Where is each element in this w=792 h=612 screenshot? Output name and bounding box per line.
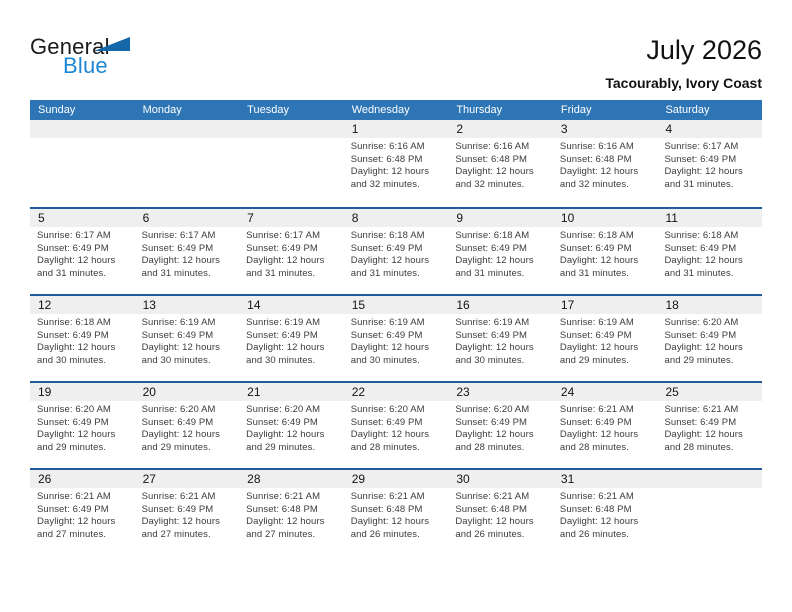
day-number: 4 xyxy=(657,120,762,138)
empty-day-cell xyxy=(657,470,762,555)
empty-day-number-band xyxy=(135,120,240,138)
day-details xyxy=(135,227,240,280)
day-daylight2-text: and 30 minutes. xyxy=(350,354,420,366)
day-daylight2-text: and 29 minutes. xyxy=(664,354,734,366)
day-sunrise-text: Sunrise: 6:19 AM xyxy=(455,317,530,328)
day-number: 27 xyxy=(135,470,240,488)
day-number: 31 xyxy=(553,470,658,488)
day-cell-14 xyxy=(239,296,344,381)
day-daylight2-text: and 29 minutes. xyxy=(246,441,316,453)
day-sunset-text: Sunset: 6:49 PM xyxy=(455,242,528,254)
day-sunrise-text: Sunrise: 6:20 AM xyxy=(455,404,530,415)
day-details xyxy=(448,227,553,280)
day-sunrise-text: Sunrise: 6:17 AM xyxy=(37,230,111,241)
day-number: 18 xyxy=(657,296,762,314)
day-sunset-text: Sunset: 6:49 PM xyxy=(141,242,214,254)
day-daylight2-text: and 31 minutes. xyxy=(141,267,211,279)
day-sunrise-text: Sunrise: 6:21 AM xyxy=(37,491,111,502)
day-cell-15 xyxy=(344,296,449,381)
day-sunset-text: Sunset: 6:49 PM xyxy=(559,242,632,254)
day-sunrise-text: Sunrise: 6:18 AM xyxy=(37,317,111,328)
day-daylight1-text: Daylight: 12 hours xyxy=(350,516,430,527)
day-number: 15 xyxy=(344,296,449,314)
day-daylight2-text: and 28 minutes. xyxy=(455,441,525,453)
day-number: 2 xyxy=(448,120,553,138)
day-number: 21 xyxy=(239,383,344,401)
day-cell-11 xyxy=(657,209,762,294)
day-daylight1-text: Daylight: 12 hours xyxy=(350,255,430,266)
day-cell-21 xyxy=(239,383,344,468)
title-block xyxy=(605,34,762,100)
day-daylight2-text: and 31 minutes. xyxy=(559,267,629,279)
day-details xyxy=(448,314,553,367)
week-row-5 xyxy=(30,468,762,555)
day-sunset-text: Sunset: 6:49 PM xyxy=(141,503,214,515)
day-sunrise-text: Sunrise: 6:19 AM xyxy=(246,317,321,328)
day-number: 25 xyxy=(657,383,762,401)
day-sunset-text: Sunset: 6:49 PM xyxy=(559,329,632,341)
day-sunset-text: Sunset: 6:49 PM xyxy=(246,242,318,254)
day-details xyxy=(135,488,240,541)
day-sunrise-text: Sunrise: 6:20 AM xyxy=(37,404,111,415)
day-number: 8 xyxy=(344,209,449,227)
day-details xyxy=(344,401,449,454)
empty-day-number-band xyxy=(30,120,135,138)
day-sunrise-text: Sunrise: 6:21 AM xyxy=(455,491,530,502)
day-sunset-text: Sunset: 6:49 PM xyxy=(664,416,737,428)
week-row-2 xyxy=(30,207,762,294)
day-daylight2-text: and 30 minutes. xyxy=(455,354,525,366)
day-daylight1-text: Daylight: 12 hours xyxy=(350,166,430,177)
day-sunset-text: Sunset: 6:49 PM xyxy=(350,242,423,254)
day-number: 19 xyxy=(30,383,135,401)
day-number: 9 xyxy=(448,209,553,227)
day-sunset-text: Sunset: 6:48 PM xyxy=(559,503,632,515)
day-sunrise-text: Sunrise: 6:18 AM xyxy=(350,230,425,241)
day-cell-18 xyxy=(657,296,762,381)
day-cell-17 xyxy=(553,296,658,381)
day-sunset-text: Sunset: 6:49 PM xyxy=(246,416,318,428)
day-daylight2-text: and 30 minutes. xyxy=(246,354,316,366)
day-details xyxy=(239,488,344,541)
day-cell-1 xyxy=(344,120,449,207)
day-daylight2-text: and 26 minutes. xyxy=(350,528,420,540)
day-sunset-text: Sunset: 6:48 PM xyxy=(350,503,423,515)
day-sunset-text: Sunset: 6:49 PM xyxy=(664,242,737,254)
day-number: 28 xyxy=(239,470,344,488)
day-cell-24 xyxy=(553,383,658,468)
day-sunrise-text: Sunrise: 6:21 AM xyxy=(664,404,739,415)
day-sunset-text: Sunset: 6:48 PM xyxy=(455,153,528,165)
day-sunset-text: Sunset: 6:49 PM xyxy=(350,329,423,341)
day-daylight1-text: Daylight: 12 hours xyxy=(455,255,534,266)
weekday-header-sunday: Sunday xyxy=(38,104,76,116)
day-daylight2-text: and 32 minutes. xyxy=(455,178,525,190)
day-sunrise-text: Sunrise: 6:18 AM xyxy=(455,230,530,241)
day-daylight1-text: Daylight: 12 hours xyxy=(350,429,430,440)
day-cell-3 xyxy=(553,120,658,207)
day-sunset-text: Sunset: 6:49 PM xyxy=(37,329,109,341)
day-cell-16 xyxy=(448,296,553,381)
day-sunrise-text: Sunrise: 6:20 AM xyxy=(246,404,321,415)
day-cell-23 xyxy=(448,383,553,468)
day-sunrise-text: Sunrise: 6:20 AM xyxy=(664,317,739,328)
day-daylight1-text: Daylight: 12 hours xyxy=(246,255,325,266)
day-cell-19 xyxy=(30,383,135,468)
day-details xyxy=(344,138,449,191)
day-daylight1-text: Daylight: 12 hours xyxy=(37,516,116,527)
day-details xyxy=(448,138,553,191)
day-sunset-text: Sunset: 6:49 PM xyxy=(559,416,632,428)
weekday-header-wednesday: Wednesday xyxy=(351,104,410,116)
day-sunset-text: Sunset: 6:48 PM xyxy=(246,503,318,515)
day-sunset-text: Sunset: 6:48 PM xyxy=(350,153,423,165)
day-cell-31 xyxy=(553,470,658,555)
day-number: 26 xyxy=(30,470,135,488)
day-number: 24 xyxy=(553,383,658,401)
day-cell-4 xyxy=(657,120,762,207)
day-daylight2-text: and 27 minutes. xyxy=(37,528,107,540)
day-daylight1-text: Daylight: 12 hours xyxy=(455,516,534,527)
day-details xyxy=(30,488,135,541)
day-number: 6 xyxy=(135,209,240,227)
day-sunset-text: Sunset: 6:49 PM xyxy=(141,416,214,428)
day-daylight1-text: Daylight: 12 hours xyxy=(141,255,220,266)
day-details xyxy=(30,227,135,280)
empty-day-number-band xyxy=(239,120,344,138)
day-sunset-text: Sunset: 6:49 PM xyxy=(141,329,214,341)
day-sunrise-text: Sunrise: 6:19 AM xyxy=(559,317,634,328)
day-number: 11 xyxy=(657,209,762,227)
day-sunset-text: Sunset: 6:48 PM xyxy=(559,153,632,165)
weekday-header-thursday: Thursday xyxy=(456,104,503,116)
day-details xyxy=(657,401,762,454)
day-daylight2-text: and 31 minutes. xyxy=(664,178,734,190)
logo-text-blue: Blue xyxy=(63,53,108,78)
general-blue-logo xyxy=(30,34,170,84)
day-cell-29 xyxy=(344,470,449,555)
day-details xyxy=(553,314,658,367)
empty-day-cell xyxy=(239,120,344,207)
day-sunset-text: Sunset: 6:49 PM xyxy=(246,329,318,341)
day-sunrise-text: Sunrise: 6:21 AM xyxy=(141,491,216,502)
day-daylight1-text: Daylight: 12 hours xyxy=(664,429,743,440)
day-cell-26 xyxy=(30,470,135,555)
empty-day-cell xyxy=(135,120,240,207)
day-number: 5 xyxy=(30,209,135,227)
day-details xyxy=(135,314,240,367)
week-row-3 xyxy=(30,294,762,381)
day-cell-5 xyxy=(30,209,135,294)
day-daylight2-text: and 32 minutes. xyxy=(350,178,420,190)
day-sunrise-text: Sunrise: 6:16 AM xyxy=(455,141,530,152)
day-sunset-text: Sunset: 6:49 PM xyxy=(664,153,737,165)
day-daylight1-text: Daylight: 12 hours xyxy=(559,255,639,266)
day-daylight1-text: Daylight: 12 hours xyxy=(141,342,220,353)
week-row-4 xyxy=(30,381,762,468)
logo-triangle-icon xyxy=(94,37,130,52)
day-details xyxy=(657,138,762,191)
day-daylight2-text: and 26 minutes. xyxy=(559,528,629,540)
weekday-header-tuesday: Tuesday xyxy=(247,104,289,116)
day-cell-25 xyxy=(657,383,762,468)
day-cell-2 xyxy=(448,120,553,207)
calendar-weeks xyxy=(30,120,762,555)
day-daylight1-text: Daylight: 12 hours xyxy=(246,516,325,527)
day-cell-8 xyxy=(344,209,449,294)
day-sunset-text: Sunset: 6:49 PM xyxy=(455,416,528,428)
page-header xyxy=(0,0,792,100)
day-daylight1-text: Daylight: 12 hours xyxy=(246,429,325,440)
day-sunrise-text: Sunrise: 6:19 AM xyxy=(141,317,216,328)
day-sunrise-text: Sunrise: 6:21 AM xyxy=(559,404,634,415)
day-daylight2-text: and 29 minutes. xyxy=(559,354,629,366)
day-number: 20 xyxy=(135,383,240,401)
day-details xyxy=(344,314,449,367)
day-daylight2-text: and 30 minutes. xyxy=(141,354,211,366)
day-details xyxy=(30,401,135,454)
day-daylight1-text: Daylight: 12 hours xyxy=(664,342,743,353)
day-sunrise-text: Sunrise: 6:20 AM xyxy=(141,404,216,415)
day-sunset-text: Sunset: 6:49 PM xyxy=(455,329,528,341)
day-cell-9 xyxy=(448,209,553,294)
day-details xyxy=(553,138,658,191)
day-number: 14 xyxy=(239,296,344,314)
day-sunset-text: Sunset: 6:49 PM xyxy=(37,503,109,515)
day-details xyxy=(239,314,344,367)
day-details xyxy=(448,401,553,454)
day-details xyxy=(344,488,449,541)
day-daylight2-text: and 26 minutes. xyxy=(455,528,525,540)
day-cell-30 xyxy=(448,470,553,555)
day-sunset-text: Sunset: 6:48 PM xyxy=(455,503,528,515)
day-sunrise-text: Sunrise: 6:21 AM xyxy=(559,491,634,502)
day-sunset-text: Sunset: 6:49 PM xyxy=(350,416,423,428)
day-cell-12 xyxy=(30,296,135,381)
day-daylight1-text: Daylight: 12 hours xyxy=(350,342,430,353)
day-cell-10 xyxy=(553,209,658,294)
empty-day-number-band xyxy=(657,470,762,488)
day-sunrise-text: Sunrise: 6:21 AM xyxy=(350,491,425,502)
day-number: 1 xyxy=(344,120,449,138)
day-daylight2-text: and 28 minutes. xyxy=(559,441,629,453)
day-sunset-text: Sunset: 6:49 PM xyxy=(664,329,737,341)
day-daylight2-text: and 31 minutes. xyxy=(350,267,420,279)
day-cell-28 xyxy=(239,470,344,555)
day-number: 7 xyxy=(239,209,344,227)
day-sunset-text: Sunset: 6:49 PM xyxy=(37,416,109,428)
day-daylight1-text: Daylight: 12 hours xyxy=(664,166,743,177)
day-daylight2-text: and 29 minutes. xyxy=(37,441,107,453)
day-daylight1-text: Daylight: 12 hours xyxy=(559,516,639,527)
day-daylight2-text: and 31 minutes. xyxy=(664,267,734,279)
logo-text-general: General xyxy=(30,34,110,59)
day-number: 10 xyxy=(553,209,658,227)
day-daylight1-text: Daylight: 12 hours xyxy=(141,516,220,527)
day-sunset-text: Sunset: 6:49 PM xyxy=(37,242,109,254)
day-details xyxy=(344,227,449,280)
week-row-1 xyxy=(30,120,762,207)
day-details xyxy=(239,401,344,454)
day-sunrise-text: Sunrise: 6:16 AM xyxy=(350,141,425,152)
day-daylight2-text: and 28 minutes. xyxy=(350,441,420,453)
day-number: 12 xyxy=(30,296,135,314)
day-number: 23 xyxy=(448,383,553,401)
day-daylight2-text: and 27 minutes. xyxy=(141,528,211,540)
day-number: 16 xyxy=(448,296,553,314)
page-subtitle: Tacourably, Ivory Coast xyxy=(605,75,762,91)
day-cell-13 xyxy=(135,296,240,381)
day-sunrise-text: Sunrise: 6:17 AM xyxy=(141,230,216,241)
day-daylight2-text: and 29 minutes. xyxy=(141,441,211,453)
day-cell-7 xyxy=(239,209,344,294)
day-cell-27 xyxy=(135,470,240,555)
day-number: 29 xyxy=(344,470,449,488)
day-daylight2-text: and 31 minutes. xyxy=(246,267,316,279)
weekday-header-monday: Monday xyxy=(142,104,182,116)
day-sunrise-text: Sunrise: 6:17 AM xyxy=(664,141,739,152)
page-title: July 2026 xyxy=(646,35,762,65)
day-details xyxy=(135,401,240,454)
day-details xyxy=(553,488,658,541)
day-sunrise-text: Sunrise: 6:18 AM xyxy=(559,230,634,241)
day-number: 17 xyxy=(553,296,658,314)
day-daylight1-text: Daylight: 12 hours xyxy=(141,429,220,440)
day-details xyxy=(553,227,658,280)
day-daylight1-text: Daylight: 12 hours xyxy=(37,429,116,440)
day-daylight1-text: Daylight: 12 hours xyxy=(37,255,116,266)
day-details xyxy=(657,314,762,367)
day-daylight1-text: Daylight: 12 hours xyxy=(455,166,534,177)
weekday-header-row xyxy=(30,100,762,120)
day-daylight2-text: and 28 minutes. xyxy=(664,441,734,453)
day-daylight1-text: Daylight: 12 hours xyxy=(455,342,534,353)
day-daylight1-text: Daylight: 12 hours xyxy=(37,342,116,353)
day-details xyxy=(448,488,553,541)
day-daylight2-text: and 27 minutes. xyxy=(246,528,316,540)
day-sunrise-text: Sunrise: 6:18 AM xyxy=(664,230,739,241)
day-daylight1-text: Daylight: 12 hours xyxy=(246,342,325,353)
day-daylight1-text: Daylight: 12 hours xyxy=(559,166,639,177)
day-sunrise-text: Sunrise: 6:20 AM xyxy=(350,404,425,415)
empty-day-cell xyxy=(30,120,135,207)
day-details xyxy=(30,314,135,367)
calendar-grid xyxy=(30,100,762,555)
day-cell-22 xyxy=(344,383,449,468)
weekday-header-saturday: Saturday xyxy=(665,104,710,116)
day-number: 3 xyxy=(553,120,658,138)
day-daylight2-text: and 30 minutes. xyxy=(37,354,107,366)
day-cell-6 xyxy=(135,209,240,294)
day-daylight2-text: and 31 minutes. xyxy=(37,267,107,279)
day-sunrise-text: Sunrise: 6:16 AM xyxy=(559,141,634,152)
day-number: 22 xyxy=(344,383,449,401)
day-details xyxy=(553,401,658,454)
day-daylight1-text: Daylight: 12 hours xyxy=(664,255,743,266)
day-sunrise-text: Sunrise: 6:17 AM xyxy=(246,230,321,241)
weekday-header-friday: Friday xyxy=(560,104,592,116)
day-daylight2-text: and 32 minutes. xyxy=(559,178,629,190)
day-number: 30 xyxy=(448,470,553,488)
day-daylight1-text: Daylight: 12 hours xyxy=(559,429,639,440)
day-daylight1-text: Daylight: 12 hours xyxy=(559,342,639,353)
day-cell-20 xyxy=(135,383,240,468)
day-daylight1-text: Daylight: 12 hours xyxy=(455,429,534,440)
day-daylight2-text: and 31 minutes. xyxy=(455,267,525,279)
day-number: 13 xyxy=(135,296,240,314)
day-details xyxy=(239,227,344,280)
day-sunrise-text: Sunrise: 6:21 AM xyxy=(246,491,321,502)
day-details xyxy=(657,227,762,280)
day-sunrise-text: Sunrise: 6:19 AM xyxy=(350,317,425,328)
